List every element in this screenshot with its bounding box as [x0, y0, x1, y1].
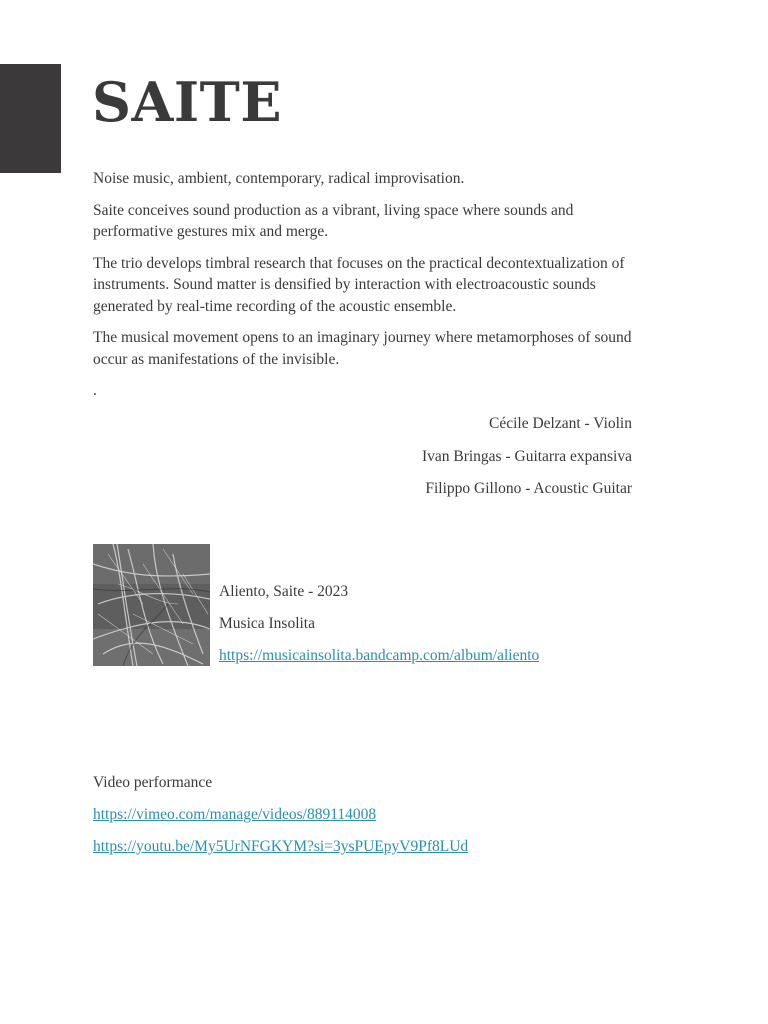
credit-violin: Cécile Delzant - Violin [489, 415, 632, 432]
album-cover-image [93, 544, 210, 666]
paragraph-journey: The musical movement opens to an imaginary journey where metamorphoses of sound occur as manifestations of the invisible. [93, 329, 632, 368]
vimeo-link[interactable]: https://vimeo.com/manage/videos/889114008 [93, 806, 377, 823]
album-info [219, 581, 539, 677]
album-title: Aliento, Saite - 2023 [219, 583, 349, 600]
page-title: SAITE [92, 70, 282, 134]
youtube-link[interactable]: https://youtu.be/My5UrNFGKYM?si=3ysPUEpyV9Pf8LUd [93, 838, 469, 855]
video-heading: Video performance [93, 774, 213, 791]
album-bandcamp-link[interactable]: https://musicainsolita.bandcamp.com/album/aliento [219, 647, 540, 664]
credit-guitar: Filippo Gillono - Acoustic Guitar [425, 480, 632, 497]
album-link-container [219, 645, 539, 667]
credits [93, 413, 632, 511]
accent-block [0, 64, 61, 173]
album-label: Musica Insolita [219, 615, 315, 632]
video-section [93, 772, 468, 868]
paragraph-genres: Noise music, ambient, contemporary, radical improvisation. [93, 170, 465, 187]
credit-guitarra: Ivan Bringas - Guitarra expansiva [421, 447, 632, 465]
paragraph-dot: . [93, 382, 97, 399]
paragraph-research: The trio develops timbral research that focuses on the practical decontextualization of instruments. Sound matter is densified by interaction with electroacoustic sounds generated by real-time recording of the acoustic ensemble. [93, 254, 625, 315]
youtube-link-container [93, 836, 468, 858]
description [93, 168, 633, 412]
vimeo-link-container [93, 804, 468, 826]
paragraph-concept: Saite conceives sound production as a vibrant, living space where sounds and performative gestures mix and merge. [93, 201, 574, 240]
